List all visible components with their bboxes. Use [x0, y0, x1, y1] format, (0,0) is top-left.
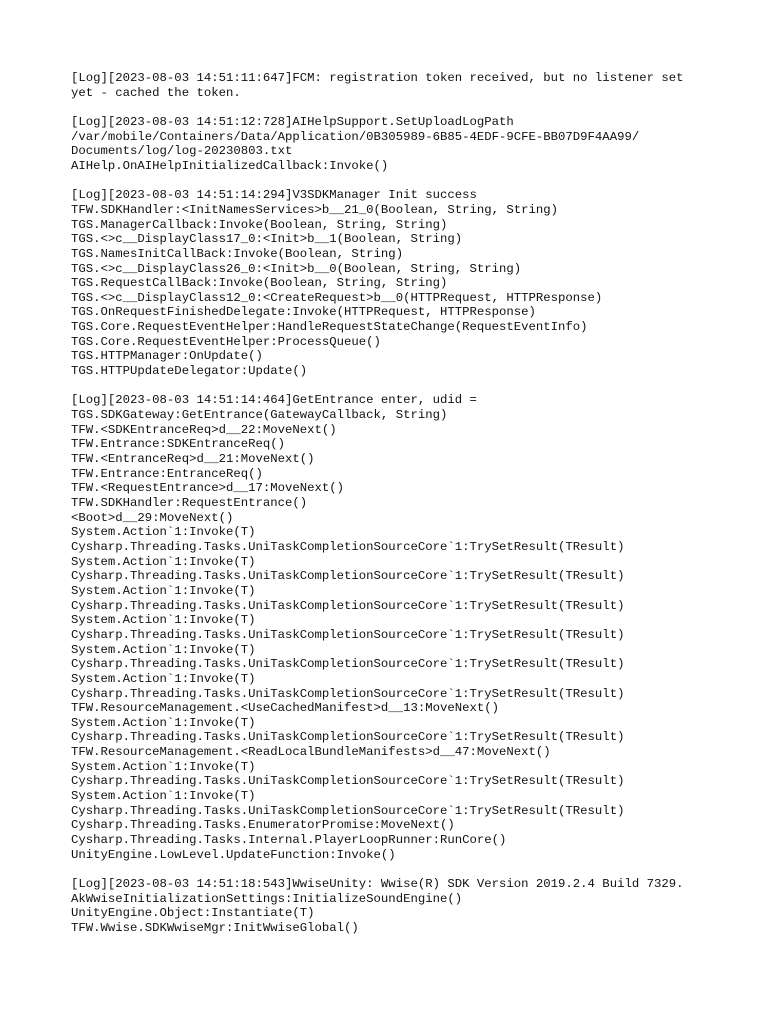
log-line: Cysharp.Threading.Tasks.UniTaskCompletionSourceCore`1:TrySetResult(TResult) — [71, 686, 625, 701]
log-entry-fcm — [71, 71, 711, 100]
log-line: TGS.Core.RequestEventHelper:HandleRequestStateChange(RequestEventInfo) — [71, 320, 588, 335]
log-line: TFW.SDKHandler:<InitNamesServices>b__21_0(Boolean, String, String) — [71, 202, 559, 217]
log-entry-getentrance — [71, 393, 711, 862]
log-line: Cysharp.Threading.Tasks.UniTaskCompletionSourceCore`1:TrySetResult(TResult) — [71, 730, 625, 745]
log-line: TFW.<EntranceReq>d__21:MoveNext() — [71, 452, 315, 467]
log-line: Cysharp.Threading.Tasks.UniTaskCompletionSourceCore`1:TrySetResult(TResult) — [71, 569, 625, 584]
log-line: TFW.ResourceManagement.<ReadLocalBundleManifests>d__47:MoveNext() — [71, 745, 551, 760]
log-line: AIHelp.OnAIHelpInitializedCallback:Invoke() — [71, 158, 389, 173]
log-line: TFW.ResourceManagement.<UseCachedManifest>d__13:MoveNext() — [71, 701, 500, 716]
log-line: [Log][2023-08-03 14:51:14:294]V3SDKManager Init success — [71, 188, 477, 203]
log-line: System.Action`1:Invoke(T) — [71, 583, 256, 598]
log-line: System.Action`1:Invoke(T) — [71, 642, 256, 657]
log-line: TGS.Core.RequestEventHelper:ProcessQueue() — [71, 334, 381, 349]
log-line: TFW.SDKHandler:RequestEntrance() — [71, 495, 308, 510]
log-line: <Boot>d__29:MoveNext() — [71, 510, 234, 525]
log-line: System.Action`1:Invoke(T) — [71, 789, 256, 804]
log-entry-wwise — [71, 877, 711, 936]
log-line: TGS.SDKGateway:GetEntrance(GatewayCallback, String) — [71, 408, 448, 423]
log-line: System.Action`1:Invoke(T) — [71, 554, 256, 569]
log-line: System.Action`1:Invoke(T) — [71, 525, 256, 540]
log-line: Cysharp.Threading.Tasks.UniTaskCompletionSourceCore`1:TrySetResult(TResult) — [71, 598, 625, 613]
log-line: UnityEngine.Object:Instantiate(T) — [71, 906, 315, 921]
log-line: TGS.NamesInitCallBack:Invoke(Boolean, String) — [71, 246, 404, 261]
log-line: TFW.Entrance:EntranceReq() — [71, 466, 263, 481]
log-line: TGS.<>c__DisplayClass12_0:<CreateRequest>b__0(HTTPRequest, HTTPResponse) — [71, 290, 603, 305]
log-line: System.Action`1:Invoke(T) — [71, 759, 256, 774]
log-line: TGS.ManagerCallback:Invoke(Boolean, String, String) — [71, 217, 448, 232]
log-line: TGS.RequestCallBack:Invoke(Boolean, String, String) — [71, 276, 448, 291]
log-line: System.Action`1:Invoke(T) — [71, 715, 256, 730]
log-line: Cysharp.Threading.Tasks.UniTaskCompletionSourceCore`1:TrySetResult(TResult) — [71, 774, 625, 789]
log-line: TFW.<SDKEntranceReq>d__22:MoveNext() — [71, 422, 337, 437]
log-line: AkWwiseInitializationSettings:InitializeSoundEngine() — [71, 891, 463, 906]
log-line: [Log][2023-08-03 14:51:11:647]FCM: registration token received, but no listener set — [71, 71, 684, 85]
log-line: /var/mobile/Containers/Data/Application/0B305989-6B85-4EDF-9CFE-BB07D9F4AA99/ — [71, 129, 640, 144]
log-line: Documents/log/log-20230803.txt — [71, 144, 293, 159]
log-line: System.Action`1:Invoke(T) — [71, 613, 256, 628]
log-document — [71, 71, 711, 950]
log-line: TGS.<>c__DisplayClass26_0:<Init>b__0(Boolean, String, String) — [71, 261, 522, 276]
log-line: TGS.<>c__DisplayClass17_0:<Init>b__1(Boolean, String) — [71, 232, 463, 247]
log-entry-aihelp — [71, 115, 711, 174]
log-line: Cysharp.Threading.Tasks.UniTaskCompletionSourceCore`1:TrySetResult(TResult) — [71, 803, 625, 818]
log-line: TFW.Wwise.SDKWwiseMgr:InitWwiseGlobal() — [71, 921, 359, 935]
log-line: UnityEngine.LowLevel.UpdateFunction:Invoke() — [71, 847, 396, 862]
log-line: System.Action`1:Invoke(T) — [71, 671, 256, 686]
log-line: TGS.OnRequestFinishedDelegate:Invoke(HTTPRequest, HTTPResponse) — [71, 305, 536, 320]
log-line: Cysharp.Threading.Tasks.UniTaskCompletionSourceCore`1:TrySetResult(TResult) — [71, 657, 625, 672]
log-line: TGS.HTTPUpdateDelegator:Update() — [71, 364, 308, 379]
log-entry-v3sdk — [71, 188, 711, 379]
log-line: TFW.<RequestEntrance>d__17:MoveNext() — [71, 481, 345, 496]
log-line: TGS.HTTPManager:OnUpdate() — [71, 349, 263, 364]
log-line: [Log][2023-08-03 14:51:18:543]WwiseUnity: Wwise(R) SDK Version 2019.2.4 Build 7329. — [71, 877, 684, 892]
log-line: [Log][2023-08-03 14:51:14:464]GetEntrance enter, udid = — [71, 393, 477, 408]
log-line: yet - cached the token. — [71, 85, 241, 100]
log-line: Cysharp.Threading.Tasks.Internal.PlayerLoopRunner:RunCore() — [71, 833, 507, 848]
log-line: Cysharp.Threading.Tasks.UniTaskCompletionSourceCore`1:TrySetResult(TResult) — [71, 539, 625, 554]
log-line: TFW.Entrance:SDKEntranceReq() — [71, 437, 286, 452]
log-line: [Log][2023-08-03 14:51:12:728]AIHelpSupport.SetUploadLogPath — [71, 114, 514, 129]
log-line: Cysharp.Threading.Tasks.UniTaskCompletionSourceCore`1:TrySetResult(TResult) — [71, 627, 625, 642]
log-line: Cysharp.Threading.Tasks.EnumeratorPromise:MoveNext() — [71, 818, 455, 833]
